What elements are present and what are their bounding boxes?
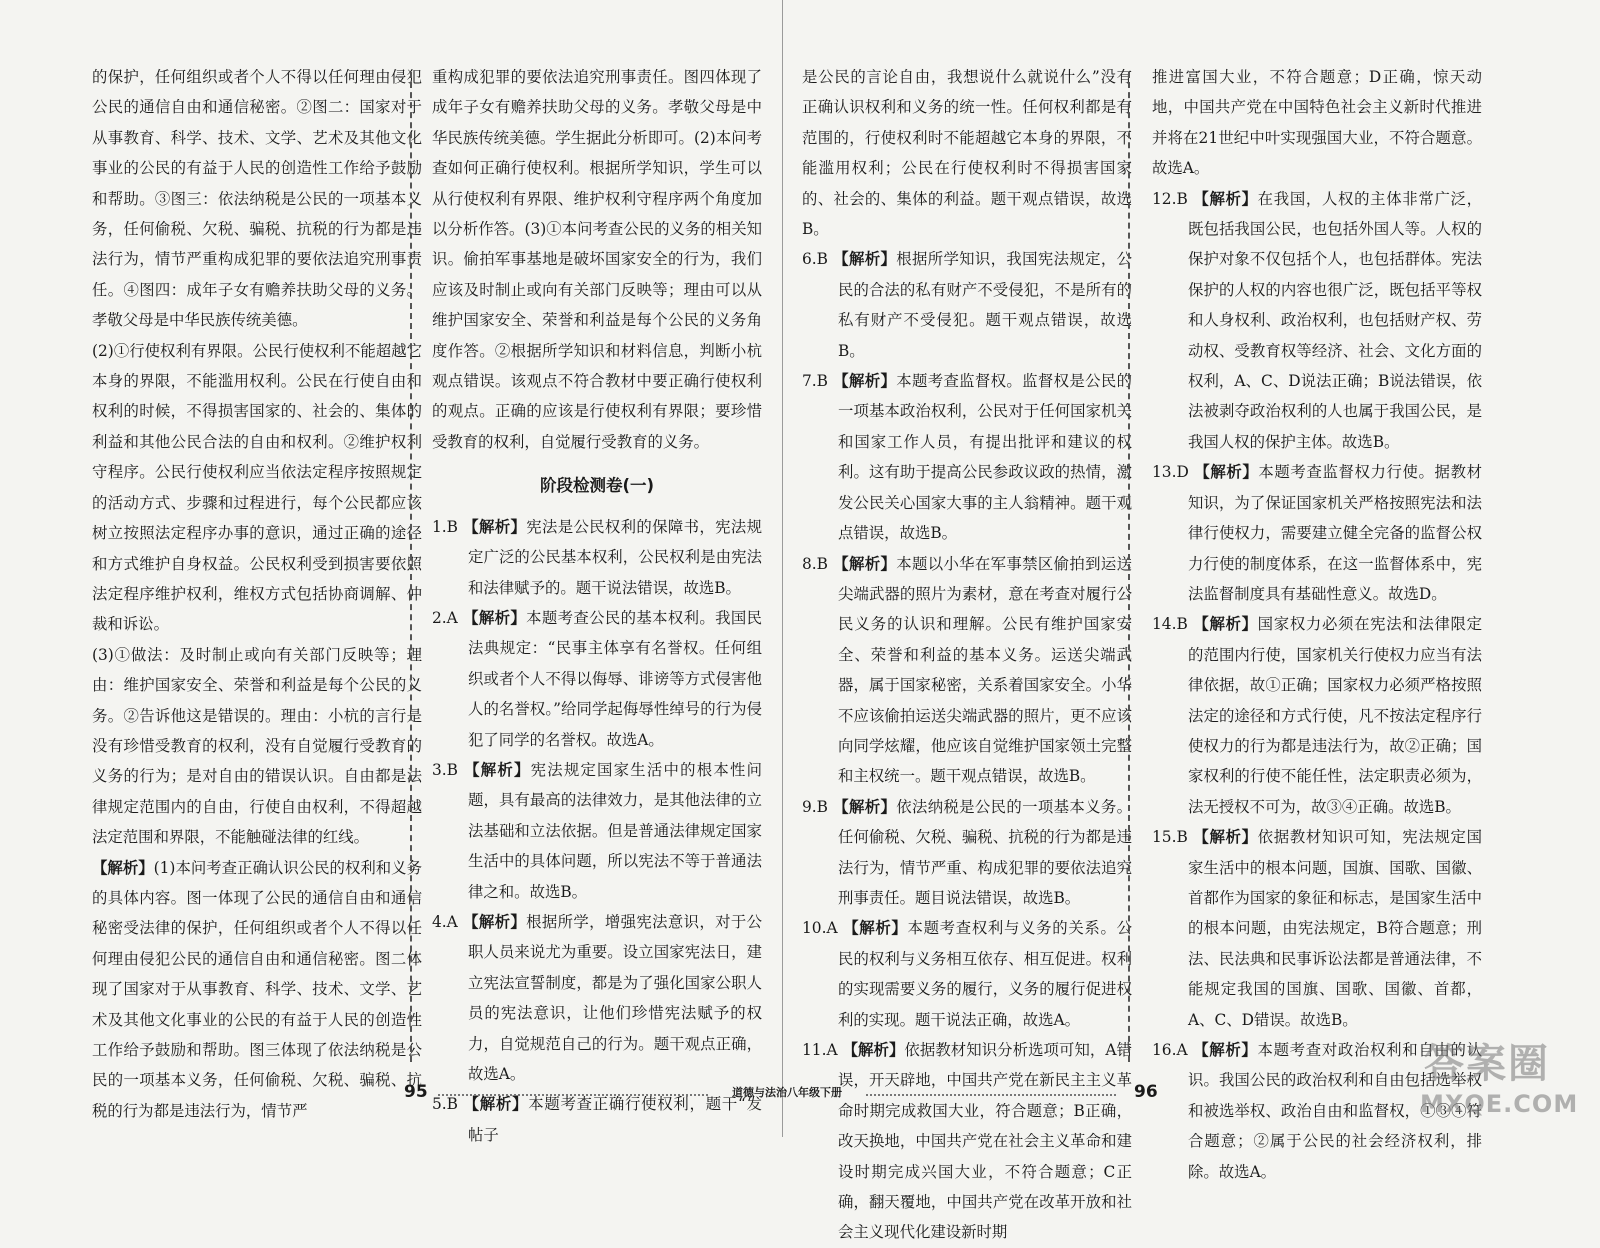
answer-tag: 【解析】 bbox=[464, 760, 531, 779]
answer-text: 本题考查公民的基本权利。我国民法典规定：“民事主体享有名誉权。任何组织或者个人不得以侮辱、诽谤等方式侵害他人的名誉权。”给同学起侮辱性绰号的行为侵犯了同学的名誉权。故选A。 bbox=[468, 608, 762, 749]
column-1 bbox=[92, 62, 422, 1126]
paragraph-4-lead: 推进富国大业，不符合题意；D正确，惊天动地，中国共产党在中国特色社会主义新时代推进并将在21世纪中叶实现强国大业，不符合题意。故选A。 bbox=[1152, 68, 1482, 178]
answer-number: 9.B bbox=[802, 797, 828, 816]
answer-number: 6.B bbox=[802, 250, 828, 269]
watermark-bottom-text: MXQE.COM bbox=[1420, 1090, 1579, 1118]
column-divider-left bbox=[410, 72, 412, 1062]
watermark-logo bbox=[1418, 1032, 1594, 1132]
answer-12 bbox=[1152, 184, 1482, 458]
answer-text: 宪法规定国家生活中的根本性问题，具有最高的法律效力，是其他法律的立法基础和立法依据。但是普通法律规定国家生活中的具体问题，所以宪法不等于普通法律之和。故选B。 bbox=[468, 760, 762, 901]
answer-tag: 【解析】 bbox=[463, 912, 527, 931]
column-divider-right bbox=[1128, 72, 1130, 1062]
answer-14 bbox=[1152, 609, 1482, 822]
answer-number: 11.A bbox=[802, 1041, 838, 1059]
answer-text: 宪法是公民权利的保障书，宪法规定广泛的公民基本权利，公民权利是由宪法和法律赋予的。题干说法错误，故选B。 bbox=[468, 517, 762, 597]
column-4 bbox=[1152, 62, 1482, 1187]
answer-9 bbox=[802, 792, 1132, 914]
answer-2 bbox=[432, 603, 762, 755]
analysis-text: (1)本问考查正确认识公民的权利和义务的具体内容。图一体现了公民的通信自由和通信秘密受法律的保护，任何组织或者个人不得以任何理由侵犯公民的通信自由和通信秘密。图二体现了国家对于从事教育、科学、技术、文学、艺术及其他文化事业的公民的有益于人民的创造性工作给予鼓励和帮助。图三体现了依法纳税是公民的一项基本义务，任何偷税、欠税、骗税、抗税的行为都是违法行为，情节严 bbox=[92, 858, 422, 1120]
answer-number: 12.B bbox=[1152, 189, 1188, 208]
answer-number: 8.B bbox=[802, 554, 828, 573]
answer-7 bbox=[802, 366, 1132, 548]
answer-text: 本题考查权利与义务的关系。公民的权利与义务相互依存、相互促进。权利的实现需要义务的履行，义务的履行促进权利的实现。题干说法正确，故选A。 bbox=[838, 919, 1132, 1029]
answer-tag: 【解析】 bbox=[833, 372, 897, 391]
paragraph-1-2: (2)①行使权利有界限。公民行使权利不能超越它本身的界限，不能滥用权利。公民在行使自由和权利的时候，不得损害国家的、社会的、集体的利益和其他公民合法的自由和权利。②维护权利守程序。公民行使权利应当依法定程序按照规定的活动方式、步骤和过程进行，每个公民都应该树立按照法定程序办事的意识，通过正确的途径和方式维护自身权益。公民权利受到损害要依照法定程序维护权利，维权方式包括协商调解、仲裁和诉讼。 bbox=[92, 341, 422, 634]
page-number-left: 95 bbox=[404, 1082, 428, 1102]
answer-text: 本题以小华在军事禁区偷拍到运送尖端武器的照片为素材，意在考查对履行公民义务的认识和理解。公民有维护国家安全、荣誉和利益的基本义务。运送尖端武器，属于国家秘密，关系着国家安全。小华不应该偷拍运送尖端武器的照片，更不应该向同学炫耀，他应该自觉维护国家领土完整和主权统一。题干观点错误，故选B。 bbox=[838, 554, 1132, 786]
answer-tag: 【解析】 bbox=[1193, 615, 1258, 634]
answer-text: 依据教材知识可知，宪法规定国家生活中的根本问题，国旗、国歌、国徽、首都作为国家的象征和标志，是国家生活中的根本问题，由宪法规定，B符合题意；刑法、民法典和民事诉讼法都是普通法律，不能规定我国的国旗、国歌、国徽、首都，A、C、D错误。故选B。 bbox=[1188, 828, 1482, 1029]
answer-8 bbox=[802, 549, 1132, 792]
answer-11 bbox=[802, 1035, 1132, 1248]
answer-text: 本题考查监督权力行使。据教材知识，为了保证国家机关严格按照宪法和法律行使权力，需要建立健全完备的监督公权力行使的制度体系，在这一监督体系中，宪法监督制度具有基础性意义。故选D。 bbox=[1188, 463, 1482, 603]
page-spine bbox=[782, 0, 783, 1137]
footer-dotted-rule-left bbox=[438, 1094, 708, 1096]
answer-text: 根据所学，增强宪法意识，对于公职人员来说尤为重要。设立国家宪法日，建立宪法宣誓制度，都是为了强化国家公职人员的宪法意识，让他们珍惜宪法赋予的权力，自觉规范自己的行为。题干观点正确，故选A。 bbox=[468, 912, 762, 1083]
answer-15 bbox=[1152, 822, 1482, 1035]
paragraph-3-lead: 是公民的言论自由，我想说什么就说什么”没有正确认识权利和义务的统一性。任何权利都是有范围的，行使权利时不能超越它本身的界限，不能滥用权利；公民在行使权利时不得损害国家的、社会的、集体的利益。题干观点错误，故选B。 bbox=[802, 68, 1132, 239]
answer-tag: 【解析】 bbox=[833, 250, 897, 269]
answer-tag: 【解析】 bbox=[833, 554, 897, 573]
answer-10 bbox=[802, 913, 1132, 1035]
answer-text: 在我国，人权的主体非常广泛，既包括我国公民，也包括外国人等。人权的保护对象不仅包括个人，也包括群体。宪法保护的人权的内容也很广泛，既包括平等权和人身权利、政治权利，也包括财产权、劳动权、受教育权等经济、社会、文化方面的权利，A、C、D说法正确；B说法错误，依法被剥夺政治权利的人也属于我国公民，是我国人权的保护主体。故选B。 bbox=[1188, 189, 1482, 451]
section-title: 阶段检测卷(一) bbox=[539, 476, 655, 496]
paragraph-1-1: 的保护，任何组织或者个人不得以任何理由侵犯公民的通信自由和通信秘密。②图二：国家对于从事教育、科学、技术、文学、艺术及其他文化事业的公民的有益于人民的创造性工作给予鼓励和帮助。③图三：依法纳税是公民的一项基本义务，任何偷税、欠税、骗税、抗税的行为都是违法行为，情节严重构成犯罪的要依法追究刑事责任。④图四：成年子女有赡养扶助父母的义务。孝敬父母是中华民族传统美德。 bbox=[92, 68, 422, 330]
answer-number: 16.A bbox=[1152, 1041, 1188, 1059]
answer-tag: 【解析】 bbox=[1193, 189, 1258, 208]
answer-tag: 【解析】 bbox=[463, 1095, 529, 1114]
answer-tag: 【解析】 bbox=[463, 517, 527, 536]
page-number-right: 96 bbox=[1134, 1082, 1158, 1102]
column-2 bbox=[432, 62, 762, 1150]
answer-text: 本题考查对政治权利和自由的认识。我国公民的政治权利和自由包括选举权和被选举权、政治自由和监督权，①③④符合题意；②属于公民的社会经济权利，排除。故选A。 bbox=[1188, 1041, 1482, 1181]
paragraph-2-1: 重构成犯罪的要依法追究刑事责任。图四体现了成年子女有赡养扶助父母的义务。孝敬父母是中华民族传统美德。学生据此分析即可。(2)本问考查如何正确行使权利。根据所学知识，学生可以从行使权利有界限、维护权利守程序两个角度加以分析作答。(3)①本问考查公民的义务的相关知识。偷拍军事基地是破坏国家安全的行为，我们应该及时制止或向有关部门反映等；理由可以从维护国家安全、荣誉和利益是每个公民的义务角度作答。②根据所学知识和材料信息，判断小杭观点错误。该观点不符合教材中要正确行使权利的观点。正确的应该是行使权利有界限；要珍惜受教育的权利，自觉履行受教育的义务。 bbox=[432, 68, 762, 451]
answer-text: 依据教材知识分析选项可知，A错误，开天辟地，中国共产党在新民主主义革命时期完成救国大业，符合题意；B正确，改天换地，中国共产党在社会主义革命和建设时期完成兴国大业，不符合题意；C正确，翻天覆地，中国共产党在改革开放和社会主义现代化建设新时期 bbox=[838, 1041, 1132, 1242]
column-3 bbox=[802, 62, 1132, 1248]
page-footer bbox=[0, 1082, 1600, 1112]
answer-tag: 【解析】 bbox=[842, 1041, 905, 1059]
book-title: 道德与法治八年级下册 bbox=[732, 1086, 842, 1099]
answer-tag: 【解析】 bbox=[463, 608, 527, 627]
answer-tag: 【解析】 bbox=[843, 919, 908, 938]
answer-number: 7.B bbox=[802, 372, 828, 391]
watermark-top-text: 答案圈 bbox=[1424, 1041, 1550, 1087]
answer-number: 15.B bbox=[1152, 828, 1188, 847]
answer-number: 3.B bbox=[432, 760, 458, 779]
answer-6 bbox=[802, 244, 1132, 366]
answer-number: 1.B bbox=[432, 517, 458, 536]
answer-text: 依法纳税是公民的一项基本义务。任何偷税、欠税、骗税、抗税的行为都是违法行为，情节严重、构成犯罪的要依法追究刑事责任。题目说法错误，故选B。 bbox=[838, 797, 1132, 907]
answer-number: 10.A bbox=[802, 919, 838, 938]
answer-1 bbox=[432, 512, 762, 603]
footer-dotted-rule-right bbox=[866, 1094, 1116, 1096]
answer-number: 2.A bbox=[432, 608, 458, 627]
answer-text: 本题考查正确行使权利，题干“发帖子 bbox=[468, 1095, 762, 1144]
answer-text: 根据所学知识，我国宪法规定，公民的合法的私有财产不受侵犯，不是所有的私有财产不受侵犯。题干观点错误，故选B。 bbox=[838, 250, 1132, 360]
answer-text: 国家权力必须在宪法和法律限定的范围内行使，国家机关行使权力应当有法律依据，故①正确；国家权力必须严格按照法定的途径和方式行使，凡不按法定程序行使权力的行为都是违法行为，故②正确；国家权利的行使不能任性，法定职责必须为，法无授权不可为，故③④正确。故选B。 bbox=[1188, 615, 1482, 816]
answer-text: 本题考查监督权。监督权是公民的一项基本政治权利，公民对于任何国家机关和国家工作人员，有提出批评和建议的权利。这有助于提高公民参政议政的热情，激发公民关心国家大事的主人翁精神。题干观点错误，故选B。 bbox=[838, 372, 1132, 543]
answer-number: 5.B bbox=[432, 1095, 458, 1114]
answer-3 bbox=[432, 755, 762, 907]
answer-tag: 【解析】 bbox=[1194, 463, 1259, 482]
answer-tag: 【解析】 bbox=[1193, 828, 1258, 847]
analysis-tag: 【解析】 bbox=[92, 858, 154, 877]
answer-number: 4.A bbox=[432, 912, 458, 931]
answer-number: 13.D bbox=[1152, 463, 1189, 482]
answer-13 bbox=[1152, 457, 1482, 609]
answer-tag: 【解析】 bbox=[1193, 1041, 1258, 1059]
answer-4 bbox=[432, 907, 762, 1089]
answer-number: 14.B bbox=[1152, 615, 1188, 634]
answer-tag: 【解析】 bbox=[833, 797, 897, 816]
paragraph-1-3: (3)①做法：及时制止或向有关部门反映等；理由：维护国家安全、荣誉和利益是每个公民的义务。②告诉他这是错误的。理由：小杭的言行是没有珍惜受教育的权利，没有自觉履行受教育的义务的行为；是对自由的错误认识。自由都是法律规定范围内的自由，行使自由权利，不得超越法定范围和界限，不能触碰法律的红线。 bbox=[92, 645, 422, 847]
